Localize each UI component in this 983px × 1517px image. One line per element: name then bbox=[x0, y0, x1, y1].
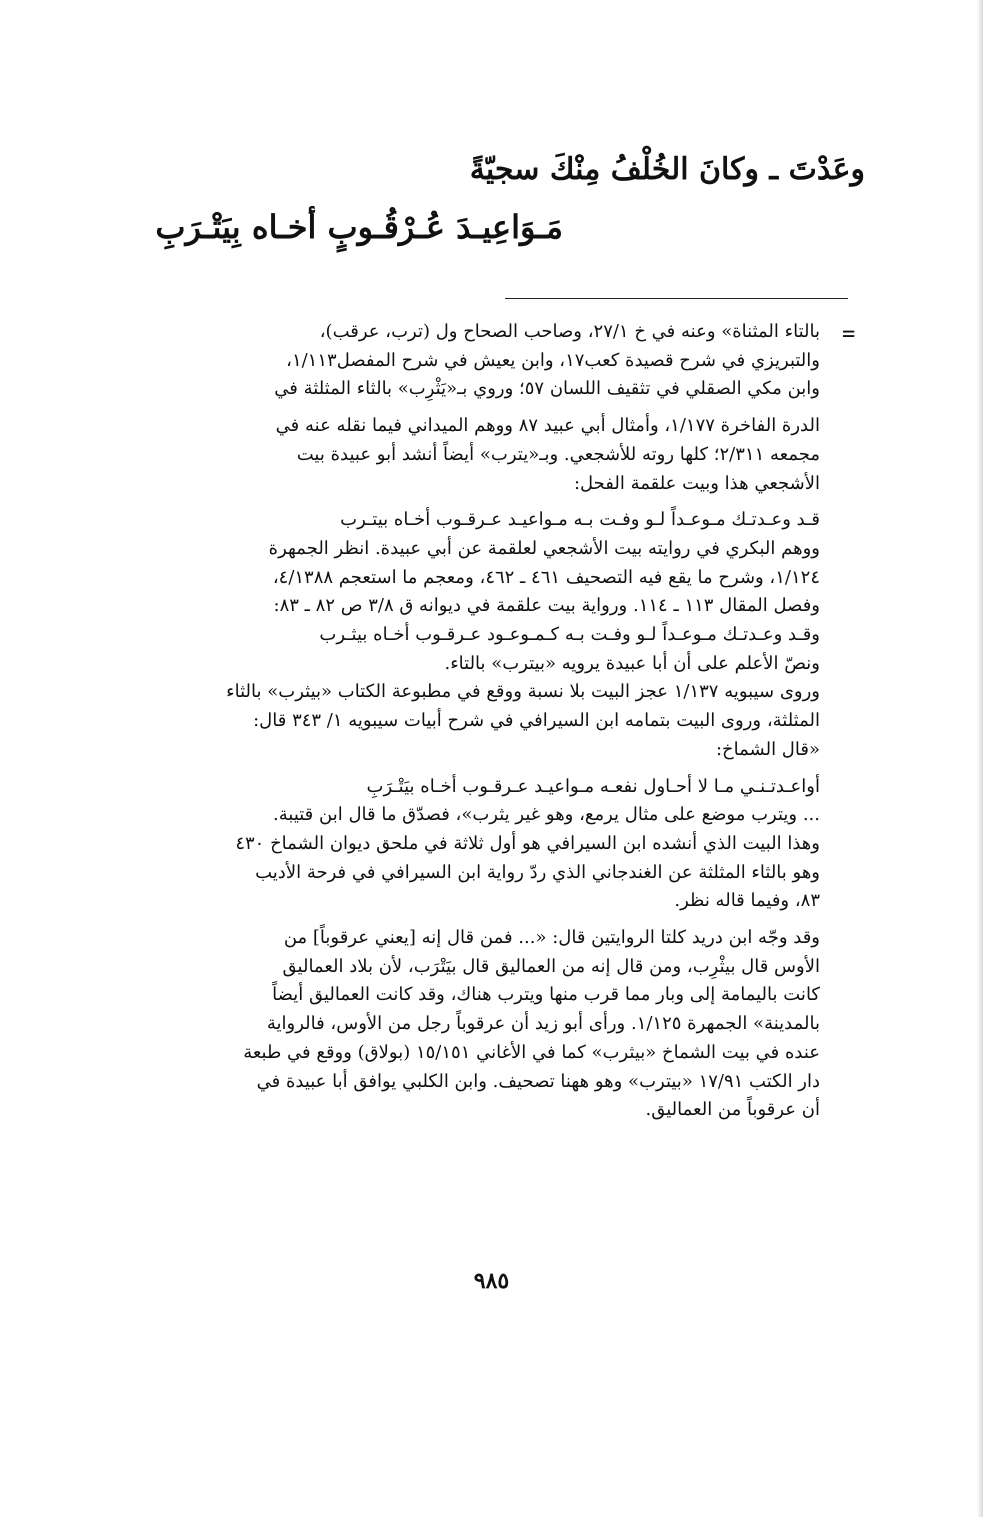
verse-line-2: مَـوَاعِيـدَ عُـرْقُـوبٍ أخـاه بِيَتْـرَبِ bbox=[155, 208, 563, 246]
footnote-line: وروى سيبويه ١/١٣٧ عجز البيت بلا نسبة ووقع في مطبوعة الكتاب «بيثرب» بالثاء bbox=[226, 681, 820, 703]
footnote-line: أن عرقوباً من العماليق. bbox=[645, 1099, 820, 1121]
footnote-line: ووهم البكري في روايته بيت الأشجعي لعلقمة عن أبي عبيدة. انظر الجمهرة bbox=[268, 537, 820, 559]
footnote-line: المثلثة، وروى البيت بتمامه ابن السيرافي في شرح أبيات سيبويه ١/ ٣٤٣ قال: bbox=[253, 710, 820, 732]
footnote-line: «قال الشماخ: bbox=[715, 738, 820, 760]
footnote-line: ١/١٢٤، وشرح ما يقع فيه التصحيف ٤٦١ ـ ٤٦٢، ومعجم ما استعجم ٤/١٣٨٨، bbox=[272, 566, 820, 588]
footnote-line: بالمدينة» الجمهرة ١/١٢٥. ورأى أبو زيد أن عرقوباً رجل من الأوس، فالرواية bbox=[266, 1013, 820, 1035]
verse-line-1: وعَدْتَ ـ وكانَ الخُلْفُ مِنْكَ سجيّةً bbox=[469, 152, 865, 187]
quoted-verse: وقـد وعـدتـك مـوعـداً لـو وفـت بـه كـمـوعـود عـرقـوب أخـاه بيثـرب bbox=[319, 624, 820, 646]
footnote-line: ٨٣، وفيما قاله نظر. bbox=[674, 890, 820, 912]
page-number: ٩٨٥ bbox=[473, 1268, 510, 1294]
footnote-line: وهو بالثاء المثلثة عن الغندجاني الذي ردّ رواية ابن السيرافي في فرحة الأديب bbox=[255, 861, 820, 883]
footnote-line: وفصل المقال ١١٣ ـ ١١٤. ورواية بيت علقمة في ديوانه ق ٣/٨ ص ٨٢ ـ ٨٣: bbox=[273, 595, 820, 617]
footnote-line: الأوس قال بيثْرِب، ومن قال إنه من العماليق قال بيَتْرَب، لأن بلاد العماليق bbox=[282, 955, 820, 977]
footnote-line: وهذا البيت الذي أنشده ابن السيرافي هو أول ثلاثة في ملحق ديوان الشماخ ٤٣٠ bbox=[235, 832, 820, 854]
continuation-mark: = bbox=[842, 322, 856, 347]
quoted-verse: أواعـدتـنـي مـا لا أحـاول نفعـه مـواعيـد عـرقـوب أخـاه بيَتْـرَبِ bbox=[366, 775, 820, 797]
footnote-line: عنده في بيت الشماخ «بيثرب» كما في الأغاني ١٥/١٥١ (بولاق) ووقع في طبعة bbox=[243, 1041, 820, 1063]
footnote-line: ... ويترب موضع على مثال يرمع، وهو غير يثرب»، فصدّق ما قال ابن قتيبة. bbox=[273, 804, 820, 826]
footnote-line: الأشجعي هذا وبيت علقمة الفحل: bbox=[573, 472, 820, 494]
quoted-verse: قـد وعـدتـك مـوعـداً لـو وفـت بـه مـواعيـد عـرقـوب أخـاه بيتـرب bbox=[340, 509, 820, 531]
footnote-line: ونصّ الأعلم على أن أبا عبيدة يرويه «بيترب» بالتاء. bbox=[444, 652, 820, 674]
footnote-line: مجمعه ٢/٣١١؛ كلها روته للأشجعي. وبـ«يترب» أيضاً أنشد أبو عبيدة بيت bbox=[296, 443, 820, 465]
footnote-line: وابن مكي الصقلي في تثقيف اللسان ٥٧؛ وروي بـ«يَثْرِب» بالثاء المثلثة في bbox=[274, 378, 820, 400]
footnote-line: الدرة الفاخرة ١/١٧٧، وأمثال أبي عبيد ٨٧ ووهم الميداني فيما نقله عنه في bbox=[275, 415, 820, 437]
footnote-line: دار الكتب ١٧/٩١ «بيترب» وهو ههنا تصحيف. وابن الكلبي يوافق أبا عبيدة في bbox=[256, 1070, 820, 1092]
footnote-separator bbox=[505, 298, 848, 299]
footnote-line: بالتاء المثناة» وعنه في خ ٢٧/١، وصاحب الصحاح ول (ترب، عرقب)، bbox=[319, 321, 820, 342]
footnote-line: كانت باليمامة إلى وبار مما قرب منها ويترب هناك، وقد كانت العماليق أيضاً bbox=[272, 984, 820, 1006]
footnote-line: وقد وجّه ابن دريد كلتا الروايتين قال: «... فمن قال إنه [يعني عرقوباً] من bbox=[283, 927, 820, 949]
footnote-line: والتبريزي في شرح قصيدة كعب١٧، وابن يعيش في شرح المفصل١/١١٣، bbox=[286, 349, 820, 371]
footnotes bbox=[180, 318, 820, 1125]
